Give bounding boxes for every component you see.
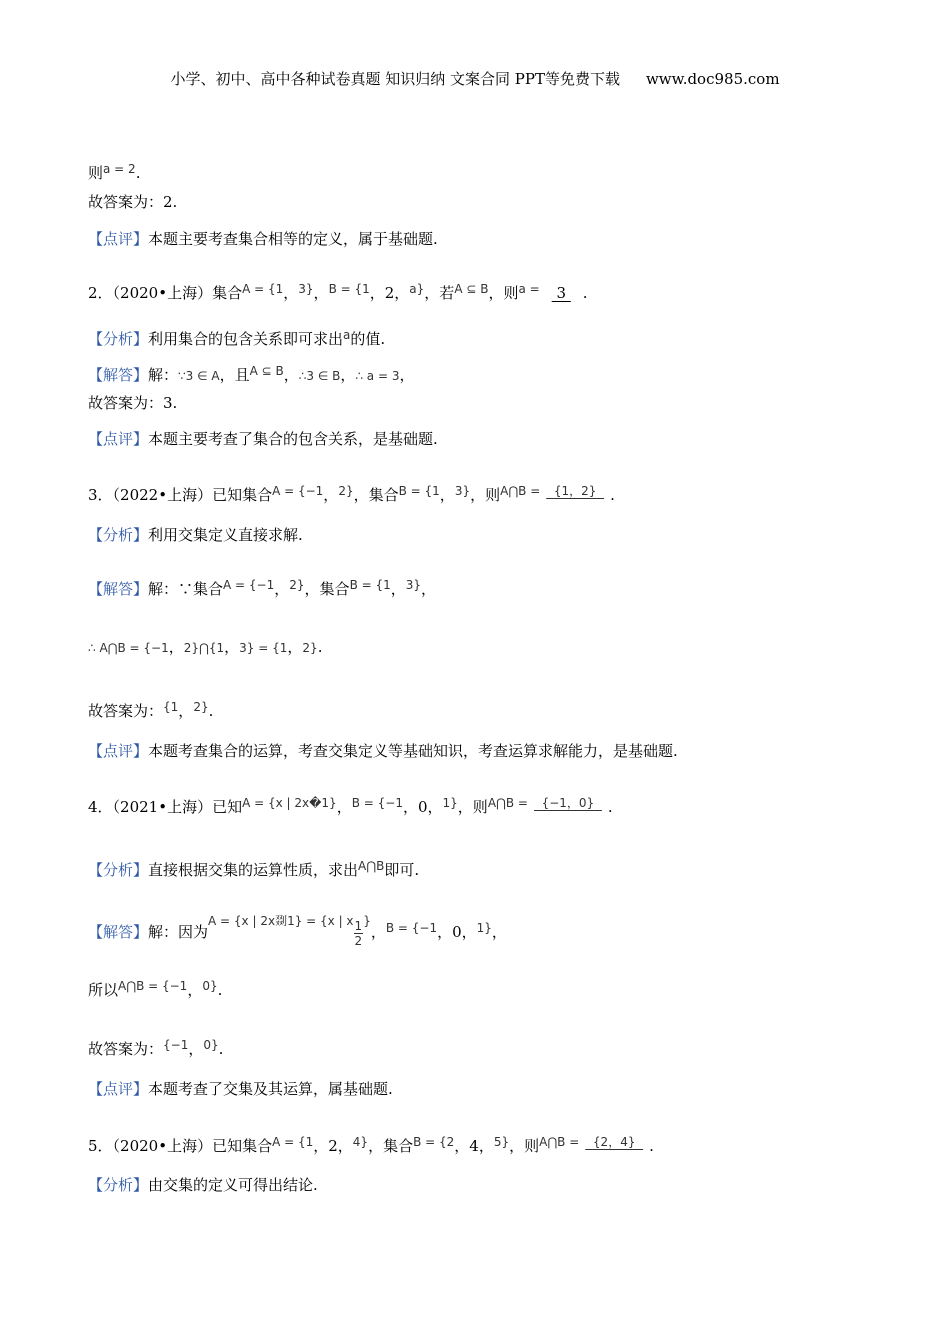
- text-segment: .: [317, 638, 323, 656]
- text-segment: 即可.: [384, 861, 420, 879]
- text-segment: 5．（2020•上海）已知集合: [88, 1137, 273, 1155]
- text-segment: ，则: [509, 1137, 540, 1155]
- analysis-tag: 【分析】: [88, 1176, 149, 1194]
- math-expression: A = {1: [272, 1135, 314, 1149]
- q1-result: [88, 158, 140, 184]
- text-segment: 3．（2022•上海）已知集合: [88, 486, 273, 504]
- review-tag: 【点评】: [88, 230, 149, 248]
- q4-solution: [88, 910, 507, 948]
- math-expression: }: [363, 914, 371, 928]
- math: a = 2: [103, 162, 136, 176]
- text-segment: ，集合: [368, 1137, 414, 1155]
- solution-tag: 【解答】: [88, 923, 149, 941]
- q3-analysis: [88, 524, 303, 546]
- answer-blank: [528, 792, 608, 814]
- text-segment: {1，2}: [553, 484, 597, 498]
- text-segment: .: [607, 798, 613, 816]
- text-segment: 故答案为：: [88, 702, 164, 720]
- math-expression: B = {2: [413, 1135, 455, 1149]
- text-segment: 由交集的定义可得出结论.: [148, 1176, 318, 1194]
- text-segment: ，: [336, 798, 352, 816]
- text-segment: .: [217, 981, 223, 999]
- review-tag: 【点评】: [88, 1080, 149, 1098]
- analysis-tag: 【分析】: [88, 526, 149, 544]
- math-expression: 0}: [202, 979, 218, 993]
- math-expression: ∵3 ∈ A: [178, 369, 220, 383]
- text-segment: ，: [390, 580, 406, 598]
- text-segment: 所以: [88, 981, 119, 999]
- text-segment: 解：因为: [148, 923, 209, 941]
- text-segment: {−1，0}: [541, 796, 595, 810]
- q1-review: [88, 228, 438, 250]
- math-expression: A⋂B =: [539, 1135, 580, 1149]
- text-segment: ，: [168, 638, 184, 656]
- text-segment: ，则: [488, 284, 519, 302]
- q1-answer: [88, 191, 177, 213]
- math-expression: 2}: [302, 641, 318, 655]
- q4-analysis: [88, 855, 419, 881]
- text-segment: 故答案为：2.: [88, 193, 178, 211]
- text-segment: 解：∵集合: [148, 580, 224, 598]
- q2-review: [88, 428, 438, 450]
- text-segment: ，: [421, 580, 437, 598]
- text-segment: ，: [313, 284, 329, 302]
- math-expression: A⋂B =: [487, 796, 528, 810]
- text-segment: ，: [287, 638, 303, 656]
- math-expression: 5}: [493, 1135, 510, 1149]
- q3-review: [88, 740, 678, 762]
- text-segment: ，且: [219, 366, 250, 384]
- math-expression: a: [343, 328, 351, 342]
- math-expression: B = {1: [349, 578, 391, 592]
- math-expression: A ⊆ B: [249, 364, 284, 378]
- answer-blank: [540, 284, 583, 302]
- text-segment: 直接根据交集的运算性质，求出: [148, 861, 359, 879]
- text-segment: ，: [283, 366, 299, 384]
- text-segment: {2，4}: [592, 1135, 636, 1149]
- text-segment: 解：: [148, 366, 179, 384]
- text-segment: ，4，: [454, 1137, 494, 1155]
- math-expression: 4}: [352, 1135, 369, 1149]
- math-expression: A⋂B: [358, 859, 385, 873]
- q3-calculation: [88, 636, 322, 659]
- math-expression: A = {−1: [223, 578, 275, 592]
- math-expression: A = {x | 2x剟1} = {x | x: [208, 914, 354, 928]
- text-segment: ，则: [470, 486, 501, 504]
- text-segment: 本题考查了交集及其运算，属基础题.: [148, 1080, 393, 1098]
- text-segment: .: [135, 164, 141, 182]
- math-expression: {1: [163, 700, 179, 714]
- math-expression: 0}: [203, 1038, 219, 1052]
- math-expression: 3}: [298, 282, 314, 296]
- text-segment: ，: [283, 284, 299, 302]
- answer-blank: [540, 480, 610, 502]
- math-expression: 2}: [338, 484, 354, 498]
- math-expression: B = {1: [328, 282, 370, 296]
- text-segment: ，集合: [353, 486, 399, 504]
- text-segment: ，: [323, 486, 339, 504]
- page-header: [0, 68, 950, 89]
- q4-so: [88, 975, 222, 1001]
- q4-question: [88, 792, 613, 818]
- text-segment: 2: [354, 933, 363, 948]
- text-segment: 本题考查集合的运算，考查交集定义等基础知识，考查运算求解能力，是基础题.: [148, 742, 678, 760]
- math-expression: 3}: [454, 484, 471, 498]
- math-expression: ∴ a = 3: [355, 369, 400, 383]
- text-segment: 本题主要考查了集合的包含关系，是基础题.: [148, 430, 438, 448]
- text-segment: 利用交集定义直接求解.: [148, 526, 303, 544]
- text-segment: ，0，: [437, 923, 477, 941]
- math-expression: 1}: [476, 921, 492, 935]
- text-segment: .: [610, 486, 615, 504]
- math-expression: B = {−1: [351, 796, 403, 810]
- text-segment: 3: [556, 284, 567, 302]
- solution-tag: 【解答】: [88, 580, 149, 598]
- text-segment: .: [218, 1040, 224, 1058]
- math-expression: 2}: [193, 700, 209, 714]
- analysis-tag: 【分析】: [88, 330, 149, 348]
- math-expression: 3} = {1: [239, 641, 288, 655]
- text-segment: ，2，: [369, 284, 410, 302]
- review-tag: 【点评】: [88, 430, 149, 448]
- text-segment: ，: [224, 638, 240, 656]
- text-segment: .: [649, 1137, 654, 1155]
- math-expression: 1}: [442, 796, 458, 810]
- text-segment: 2．（2020•上海）集合: [88, 284, 243, 302]
- math-expression: A ⊆ B: [454, 282, 489, 296]
- header-text: 小学、初中、高中各种试卷真题 知识归纳 文案合同 PPT等免费下载: [170, 70, 620, 88]
- header-site: www.doc985.com: [645, 70, 780, 88]
- math-expression: 2}⋂{1: [183, 641, 225, 655]
- math-expression: ∴3 ∈ B: [298, 369, 341, 383]
- math-expression: ∴ A⋂B = {−1: [88, 641, 169, 655]
- text-segment: ，: [439, 486, 455, 504]
- q4-review: [88, 1078, 393, 1100]
- text-segment: ，: [188, 1040, 204, 1058]
- text-segment: 则: [88, 164, 104, 182]
- analysis-tag: 【分析】: [88, 861, 149, 879]
- text-segment: ，则: [457, 798, 488, 816]
- answer-blank: [579, 1131, 649, 1153]
- q4-answer: [88, 1034, 223, 1060]
- math-expression: {−1: [163, 1038, 189, 1052]
- fraction: [354, 919, 364, 948]
- math-expression: A⋂B =: [500, 484, 541, 498]
- math-expression: a =: [518, 282, 540, 296]
- text-segment: ，: [370, 923, 386, 941]
- q5-analysis: [88, 1174, 318, 1196]
- review-tag: 【点评】: [88, 742, 149, 760]
- math-expression: A = {−1: [272, 484, 324, 498]
- math-expression: A⋂B = {−1: [118, 979, 188, 993]
- q2-question: [88, 278, 588, 304]
- q2-analysis: [88, 324, 385, 350]
- text-segment: 本题主要考查集合相等的定义，属于基础题.: [148, 230, 438, 248]
- text-segment: ，: [491, 923, 507, 941]
- text-segment: .: [208, 702, 214, 720]
- q3-solution: [88, 574, 436, 600]
- math-expression: 3}: [405, 578, 422, 592]
- text-segment: .: [582, 284, 588, 302]
- q2-solution: [88, 360, 415, 387]
- text-segment: ，: [340, 366, 356, 384]
- text-segment: ，集合: [304, 580, 350, 598]
- text-segment: 4．（2021•上海）已知: [88, 798, 243, 816]
- math-expression: B = {1: [398, 484, 440, 498]
- text-segment: 的值.: [350, 330, 386, 348]
- math-expression: B = {−1: [385, 921, 438, 935]
- math-expression: A = {x | 2x�1}: [242, 796, 337, 810]
- q2-answer: [88, 392, 177, 414]
- text-segment: ，: [187, 981, 203, 999]
- text-segment: ，若: [424, 284, 455, 302]
- text-segment: ，: [178, 702, 194, 720]
- text-segment: ，0，: [402, 798, 443, 816]
- text-segment: ，: [274, 580, 290, 598]
- text-segment: 1: [354, 918, 363, 933]
- math-expression: 2}: [289, 578, 305, 592]
- text-segment: 故答案为：: [88, 1040, 164, 1058]
- math-expression: a}: [409, 282, 425, 296]
- solution-tag: 【解答】: [88, 366, 149, 384]
- q3-answer: [88, 696, 213, 722]
- q5-question: [88, 1131, 654, 1157]
- text-segment: 利用集合的包含关系即可求出: [148, 330, 344, 348]
- text-segment: 故答案为：3.: [88, 394, 178, 412]
- text-segment: ，: [399, 366, 415, 384]
- q3-question: [88, 480, 615, 506]
- text-segment: ，2，: [313, 1137, 353, 1155]
- math-expression: A = {1: [242, 282, 284, 296]
